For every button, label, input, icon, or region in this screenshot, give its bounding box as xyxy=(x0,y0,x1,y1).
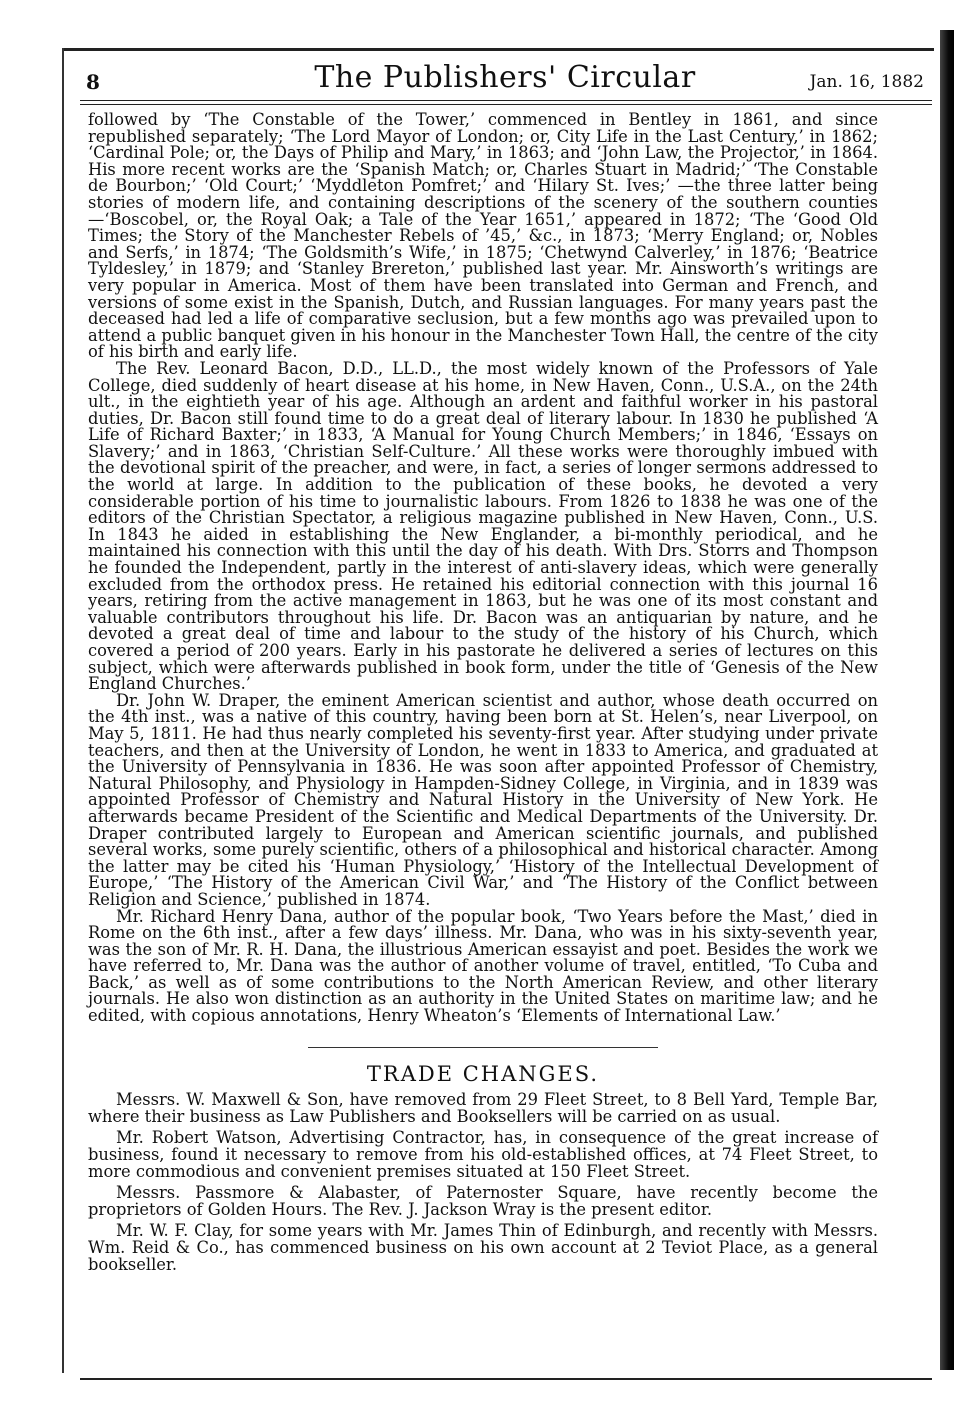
trade-item-watson: Mr. Robert Watson, Advertising Contractor, has, in consequence of the great increase of business, found it necessary to remove from his old-established offices, at 74 Fleet Street, to more commodious and convenient premises situated at 150 Fleet Street. xyxy=(88,1128,878,1181)
trade-changes-heading: TRADE CHANGES. xyxy=(366,1061,600,1086)
bottom-rule xyxy=(80,1378,932,1380)
section-divider xyxy=(308,1047,658,1048)
obituary-paragraph-bacon: The Rev. Leonard Bacon, D.D., LL.D., the most widely known of the Professors of Yale College, died suddenly of heart disease at his home, in New Haven, Conn., U.S.A., on the 24th ult., in the eightieth year of his age. Although an ardent and faithful worker in his pastoral duties, Dr. Bacon still found time to do a great deal of literary labour. In 1830 he published ‘A Life of Richard Baxter;’ in 1833, ‘A Manual for Young Church Members;’ in 1846, ‘Essays on Slavery;’ and in 1863, ‘Christian Self-Culture.’ All these works were thoroughly imbued with the devotional spirit of the preacher, and were, in fact, a series of longer sermons addressed to the world at large. In addition to the publication of these books, he devoted a very considerable portion of his time to journalistic labours. From 1826 to 1838 he was one of the editors of the Christian Spectator, a religious magazine published in New Haven, Conn., U.S. In 1843 he aided in establishing the New Englander, a bi-monthly periodical, and he maintained his connection with this until the day of his death. With Drs. Storrs and Thompson he founded the Independent, partly in the interest of anti-slavery ideas, which were generally excluded from the orthodox press. He retained his editorial connection with this journal 16 years, retiring from the active management in 1863, but he was one of its most constant and valuable contributors throughout his life. Dr. Bacon was an antiquarian by nature, and he devoted a great deal of time and labour to the study of the history of his Church, which covered a period of 200 years. Early in his pastorate he delivered a series of lectures on this subject, which were afterwards published in book form, under the title of ‘Genesis of the New England Churches.’ xyxy=(88,358,878,694)
trade-item-passmore: Messrs. Passmore & Alabaster, of Paternoster Square, have recently become the proprietors of Golden Hours. The Rev. J. Jackson Wray is the present editor. xyxy=(88,1183,878,1219)
page-title: The Publishers' Circular xyxy=(314,60,696,95)
binding-shadow xyxy=(940,30,954,1370)
trade-changes-section xyxy=(88,1092,878,1273)
page-number: 8 xyxy=(86,70,100,94)
trade-item-maxwell: Messrs. W. Maxwell & Son, have removed from 29 Fleet Street, to 8 Bell Yard, Temple Bar, where their business as Law Publishers and Booksellers will be carried on as usual. xyxy=(88,1090,878,1126)
header-rule-lower xyxy=(80,104,932,105)
obituary-paragraph-dana: Mr. Richard Henry Dana, author of the popular book, ‘Two Years before the Mast,’ died in Rome on the 6th inst., after a few days’ illness. Mr. Dana, who was in his sixty-seventh year, was the son of Mr. R. H. Dana, the illustrious American essayist and poet. Besides the work we have referred to, Mr. Dana was the author of another volume of travel, entitled, ‘To Cuba and Back,’ as well as of some contributions to the North American Review, and other literary journals. He also won distinction as an authority in the United States on maritime law; and he edited, with copious annotations, Henry Wheaton’s ‘Elements of International Law.’ xyxy=(88,906,878,1026)
issue-date: Jan. 16, 1882 xyxy=(809,72,924,92)
trade-item-clay: Mr. W. F. Clay, for some years with Mr. James Thin of Edinburgh, and recently with Messrs. Wm. Reid & Co., has commenced business on his own account at 2 Teviot Place, as a general bookseller. xyxy=(88,1221,878,1274)
page-header xyxy=(80,58,930,98)
header-rule xyxy=(80,100,932,101)
left-margin-rule xyxy=(62,48,64,1373)
top-rule xyxy=(62,48,934,51)
obituary-paragraph-draper: Dr. John W. Draper, the eminent American scientist and author, whose death occurred on the 4th inst., was a native of this country, having been born at St. Helen’s, near Liverpool, on May 5, 1811. He had thus nearly completed his seventy-first year. After studying under private teachers, and then at the University of London, he went in 1833 to America, and graduated at the University of Pennsylvania in 1836. He was soon after appointed Professor of Chemistry, Natural Philosophy, and Physiology in Hampden-Sidney College, in Virginia, and in 1839 was appointed Professor of Chemistry and Natural History in the University of New York. He afterwards became President of the Scientific and Medical Departments of the University. Dr. Draper contributed largely to European and American scientific journals, and published several works, some purely scientific, others of a philosophical and historical character. Among the latter may be cited his ‘Human Physiology,’ ‘History of the Intellectual Development of Europe,’ ‘The History of the American Civil War,’ and ‘The History of the Conflict between Religion and Science,’ published in 1874. xyxy=(88,690,878,909)
article-body xyxy=(88,112,878,1278)
obituary-paragraph-ainsworth: followed by ‘The Constable of the Tower,’ commenced in Bentley in 1861, and since republished separately; ‘The Lord Mayor of London; or, City Life in the Last Century,’ in 1862; ‘Cardinal Pole; or, the Days of Philip and Mary,’ in 1863; and ‘John Law, the Projector,’ in 1864. His more recent works are the ‘Spanish Match; or, Charles Stuart in Madrid;’ ‘The Constable de Bourbon;’ ‘Old Court;’ ‘Myddleton Pomfret;’ and ‘Hilary St. Ives;’ —the three latter being stories of modern life, and containing descriptions of the scenery of the southern counties—‘Boscobel, or, the Royal Oak; a Tale of the Year 1651,’ appeared in 1872; ‘The ‘Good Old Times; the Story of the Manchester Rebels of ’45,’ &c., in 1873; ‘Merry England; or, Nobles and Serfs,’ in 1874; ‘The Goldsmith’s Wife,’ in 1875; ‘Chetwynd Calverley,’ in 1876; ‘Beatrice Tyldesley,’ in 1879; and ‘Stanley Brereton,’ published last year. Mr. Ainsworth’s writings are very popular in America. Most of them have been translated into German and French, and versions of some exist in the Spanish, Dutch, and Russian languages. For many years past the deceased had led a life of comparative seclusion, but a few months ago was prevailed upon to attend a public banquet given in his honour in the Manchester Town Hall, the centre of the city of his birth and early life. xyxy=(88,110,878,362)
